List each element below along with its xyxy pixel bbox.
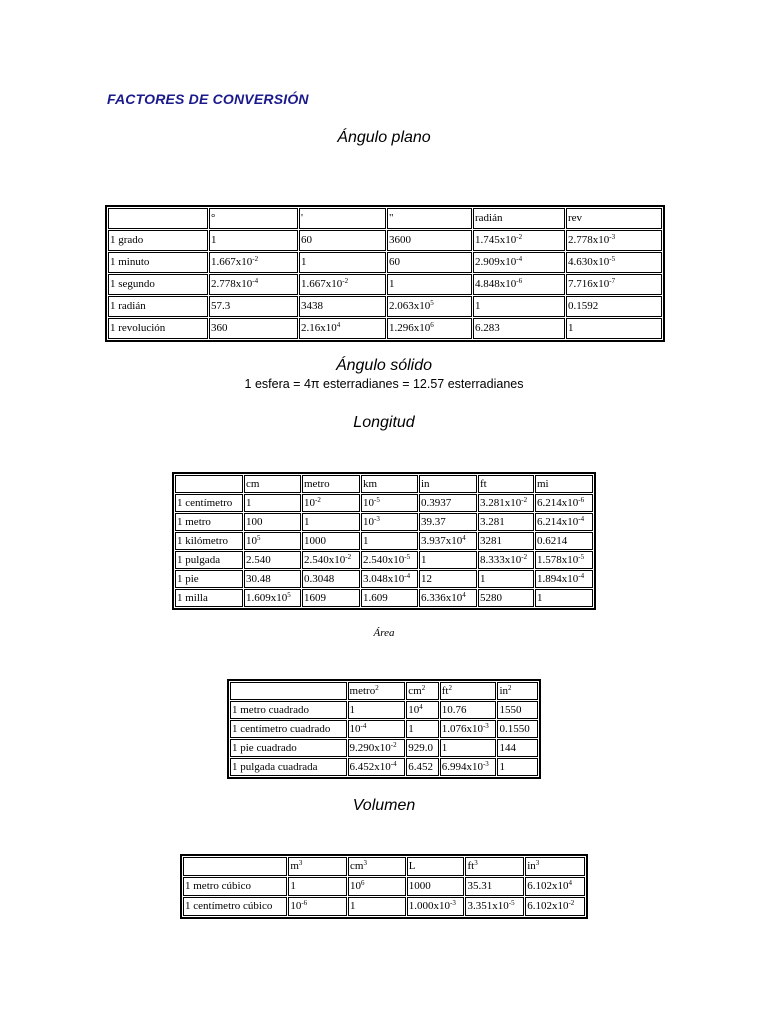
table-cell: 3.281 xyxy=(478,513,534,531)
table-cell: 100 xyxy=(244,513,301,531)
table-header-row xyxy=(183,857,585,876)
table-cell xyxy=(535,494,593,512)
table-row xyxy=(175,532,593,550)
cell-base: 3.937x10 xyxy=(421,535,463,547)
table-cell xyxy=(361,494,418,512)
cell-base: 2.909x10 xyxy=(475,256,517,268)
cell-exponent: -3 xyxy=(482,760,489,768)
cell-exponent: -2 xyxy=(521,553,528,561)
table-cell xyxy=(566,252,662,273)
table-cell xyxy=(302,494,360,512)
row-label: 1 metro cuadrado xyxy=(230,701,347,719)
table-row xyxy=(230,739,538,757)
cell-base: 10 xyxy=(246,535,257,547)
cell-base: 6.102x10 xyxy=(527,880,569,892)
cell-base: 1.609x10 xyxy=(246,592,288,604)
table-cell xyxy=(407,897,465,916)
table-cell xyxy=(209,274,298,295)
cell-base: 3.048x10 xyxy=(363,573,405,585)
table-cell xyxy=(473,252,565,273)
cell-exponent: -4 xyxy=(578,515,585,523)
table-cell xyxy=(244,532,301,550)
table-cell xyxy=(244,589,301,607)
table-cell xyxy=(387,296,472,317)
cell-exponent: -6 xyxy=(578,496,585,504)
cell-exponent: 2 xyxy=(448,684,452,692)
table-row xyxy=(108,318,662,339)
table-cell xyxy=(566,230,662,251)
table-cell: 6.452 xyxy=(406,758,438,776)
column-header: metro xyxy=(302,475,360,493)
cell-base: 2.540x10 xyxy=(363,554,405,566)
cell-exponent: 5 xyxy=(257,534,261,542)
table-cell xyxy=(440,720,497,738)
cell-base: 2.778x10 xyxy=(568,234,610,246)
cell-exponent: 2 xyxy=(375,684,379,692)
table-cell: 39.37 xyxy=(419,513,477,531)
table-cell xyxy=(535,551,593,569)
cell-exponent: 5 xyxy=(287,591,291,599)
row-label: 1 centímetro xyxy=(175,494,243,512)
section-title-angulo-plano: Ángulo plano xyxy=(337,129,431,146)
column-header: " xyxy=(387,208,472,229)
table-row xyxy=(175,589,593,607)
table-cell: 3438 xyxy=(299,296,386,317)
cell-exponent: 3 xyxy=(474,859,478,867)
cell-base: 1.000x10 xyxy=(408,900,451,912)
row-label: 1 pie cuadrado xyxy=(230,739,347,757)
cell-base: 10 xyxy=(363,516,374,528)
row-label: 1 centímetro cuadrado xyxy=(230,720,347,738)
cell-base: 1.667x10 xyxy=(211,256,253,268)
table-cell xyxy=(299,318,386,339)
table-cell: 0.1550 xyxy=(497,720,538,738)
cell-base: 6.994x10 xyxy=(441,761,483,773)
row-label: 1 pulgada cuadrada xyxy=(230,758,347,776)
table-row xyxy=(175,570,593,588)
table-row xyxy=(230,758,538,776)
row-label: 1 minuto xyxy=(108,252,208,273)
cell-base: 7.716x10 xyxy=(568,278,610,290)
cell-exponent: 4 xyxy=(336,321,341,329)
cell-base: 1.745x10 xyxy=(475,234,517,246)
cell-base: 9.290x10 xyxy=(349,742,391,754)
table-cell xyxy=(302,551,360,569)
cell-exponent: 4 xyxy=(462,534,466,542)
cell-exponent: -2 xyxy=(568,899,575,907)
table-cell: 35.31 xyxy=(465,877,524,896)
cell-base: 8.333x10 xyxy=(480,554,522,566)
volumen-table xyxy=(180,854,588,919)
column-header: km xyxy=(361,475,418,493)
table-cell: 5280 xyxy=(478,589,534,607)
cell-base: 6.336x10 xyxy=(421,592,463,604)
cell-exponent: -2 xyxy=(345,553,352,561)
cell-base: metro xyxy=(349,685,376,697)
cell-base: 10 xyxy=(350,880,362,892)
row-label: 1 metro cúbico xyxy=(183,877,287,896)
row-label: 1 radián xyxy=(108,296,208,317)
cell-exponent: -4 xyxy=(578,572,585,580)
table-cell: 1 xyxy=(244,494,301,512)
table-cell xyxy=(525,897,585,916)
cell-exponent: -5 xyxy=(578,553,585,561)
table-cell xyxy=(419,532,477,550)
table-cell xyxy=(535,513,593,531)
cell-base: in xyxy=(527,860,536,872)
cell-base: 1.296x10 xyxy=(389,322,431,334)
cell-base: 10 xyxy=(290,900,302,912)
table-cell: 57.3 xyxy=(209,296,298,317)
cell-base: 1.076x10 xyxy=(441,723,483,735)
cell-exponent: -2 xyxy=(342,277,349,285)
column-header xyxy=(348,682,406,700)
cell-base: 10 xyxy=(363,497,374,509)
section-title-area: Área xyxy=(373,627,395,639)
cell-exponent: 3 xyxy=(535,859,540,867)
table-row xyxy=(108,274,662,295)
table-cell xyxy=(348,758,406,776)
table-cell: 30.48 xyxy=(244,570,301,588)
table-cell xyxy=(361,551,418,569)
cell-base: 2.778x10 xyxy=(211,278,253,290)
cell-exponent: 2 xyxy=(508,684,512,692)
table-cell: 1 xyxy=(535,589,593,607)
cell-exponent: -6 xyxy=(516,277,523,285)
column-header: ft xyxy=(478,475,534,493)
table-cell xyxy=(566,274,662,295)
column-header xyxy=(230,682,347,700)
table-row xyxy=(175,513,593,531)
column-header xyxy=(406,682,438,700)
cell-exponent: -5 xyxy=(609,255,616,263)
table-cell xyxy=(406,701,438,719)
cell-exponent: 5 xyxy=(430,299,434,307)
area-table xyxy=(227,679,541,779)
angulo-plano-table xyxy=(105,205,665,342)
column-header: cm xyxy=(244,475,301,493)
cell-exponent: 6 xyxy=(361,879,365,887)
column-header: ° xyxy=(209,208,298,229)
column-header: mi xyxy=(535,475,593,493)
cell-base: 6.214x10 xyxy=(537,497,579,509)
cell-base: 2.16x10 xyxy=(301,322,337,334)
table-cell: 1 xyxy=(440,739,497,757)
cell-exponent: -2 xyxy=(516,233,523,241)
column-header xyxy=(288,857,347,876)
row-label: 1 grado xyxy=(108,230,208,251)
table-cell: 0.3937 xyxy=(419,494,477,512)
cell-base: 6.102x10 xyxy=(527,900,569,912)
table-cell xyxy=(440,758,497,776)
page-title: FACTORES DE CONVERSIÓN xyxy=(107,91,309,107)
column-header xyxy=(497,682,538,700)
cell-exponent: -4 xyxy=(360,722,367,730)
cell-base: 6.214x10 xyxy=(537,516,579,528)
table-cell: 1 xyxy=(348,701,406,719)
cell-base: 3.351x10 xyxy=(467,900,509,912)
table-cell xyxy=(288,897,347,916)
table-cell: 1000 xyxy=(407,877,465,896)
table-cell: 1609 xyxy=(302,589,360,607)
table-row xyxy=(183,897,585,916)
row-label: 1 milla xyxy=(175,589,243,607)
table-cell: 1 xyxy=(387,274,472,295)
row-label: 1 centímetro cúbico xyxy=(183,897,287,916)
cell-exponent: 6 xyxy=(430,321,434,329)
cell-base: 1.578x10 xyxy=(537,554,579,566)
cell-base: 6.452x10 xyxy=(349,761,391,773)
cell-exponent: -2 xyxy=(252,255,259,263)
table-cell: 3281 xyxy=(478,532,534,550)
table-cell: 60 xyxy=(387,252,472,273)
cell-exponent: -3 xyxy=(609,233,616,241)
table-cell xyxy=(348,720,406,738)
table-cell xyxy=(535,570,593,588)
section-title-volumen: Volumen xyxy=(352,797,416,814)
cell-exponent: -5 xyxy=(404,553,411,561)
table-cell: 1 xyxy=(566,318,662,339)
cell-exponent: -2 xyxy=(390,741,397,749)
table-cell: 144 xyxy=(497,739,538,757)
column-header: L xyxy=(407,857,465,876)
table-cell xyxy=(478,551,534,569)
row-label: 1 pulgada xyxy=(175,551,243,569)
table-cell xyxy=(525,877,585,896)
table-cell: 10.76 xyxy=(440,701,497,719)
angulo-solido-note: 1 esfera = 4π esterradianes = 12.57 esterradianes xyxy=(244,377,524,391)
table-cell: 929.0 xyxy=(406,739,438,757)
table-cell xyxy=(299,274,386,295)
column-header xyxy=(525,857,585,876)
column-header xyxy=(465,857,524,876)
table-cell: 0.3048 xyxy=(302,570,360,588)
cell-exponent: -5 xyxy=(508,899,515,907)
table-cell xyxy=(348,877,406,896)
cell-exponent: -3 xyxy=(482,722,489,730)
longitud-table xyxy=(172,472,596,610)
table-cell: 1 xyxy=(406,720,438,738)
cell-base: cm xyxy=(350,860,364,872)
section-title-longitud: Longitud xyxy=(353,414,415,431)
table-cell: 1 xyxy=(478,570,534,588)
row-label: 1 pie xyxy=(175,570,243,588)
table-cell: 12 xyxy=(419,570,477,588)
table-cell: 0.1592 xyxy=(566,296,662,317)
cell-base: 1.667x10 xyxy=(301,278,343,290)
cell-base: 10 xyxy=(349,723,361,735)
cell-exponent: -3 xyxy=(450,899,456,907)
cell-exponent: 3 xyxy=(363,859,367,867)
cell-base: 2.063x10 xyxy=(389,300,431,312)
table-cell xyxy=(348,739,406,757)
cell-exponent: -4 xyxy=(516,255,523,263)
cell-base: 10 xyxy=(304,497,315,509)
cell-exponent: 4 xyxy=(568,879,572,887)
cell-exponent: -6 xyxy=(301,899,308,907)
table-header-row xyxy=(175,475,593,493)
table-cell: 1 xyxy=(473,296,565,317)
table-cell xyxy=(473,230,565,251)
table-row xyxy=(108,230,662,251)
cell-base: m xyxy=(290,860,299,872)
table-cell: 1 xyxy=(302,513,360,531)
cell-exponent: -2 xyxy=(521,496,528,504)
table-cell: 0.6214 xyxy=(535,532,593,550)
table-cell: 1 xyxy=(209,230,298,251)
row-label: 1 segundo xyxy=(108,274,208,295)
cell-base: 4.848x10 xyxy=(475,278,517,290)
cell-base: in xyxy=(499,685,508,697)
table-cell xyxy=(209,252,298,273)
table-cell: 1550 xyxy=(497,701,538,719)
table-row xyxy=(230,720,538,738)
table-header-row xyxy=(108,208,662,229)
table-row xyxy=(230,701,538,719)
section-title-angulo-solido: Ángulo sólido xyxy=(335,357,433,374)
column-header xyxy=(348,857,406,876)
table-cell xyxy=(419,589,477,607)
row-label: 1 revolución xyxy=(108,318,208,339)
table-cell xyxy=(361,570,418,588)
table-cell xyxy=(473,274,565,295)
table-cell: 1 xyxy=(348,897,406,916)
column-header: rev xyxy=(566,208,662,229)
table-cell: 2.540 xyxy=(244,551,301,569)
cell-exponent: -7 xyxy=(609,277,616,285)
cell-base: 3.281x10 xyxy=(480,497,522,509)
column-header xyxy=(175,475,243,493)
cell-base: ft xyxy=(467,860,475,872)
table-cell xyxy=(478,494,534,512)
column-header xyxy=(108,208,208,229)
cell-exponent: 4 xyxy=(462,591,466,599)
table-row xyxy=(108,296,662,317)
table-cell: 1 xyxy=(288,877,347,896)
table-cell xyxy=(361,513,418,531)
table-row xyxy=(175,494,593,512)
cell-exponent: -4 xyxy=(390,760,397,768)
cell-base: 10 xyxy=(408,704,420,716)
table-cell xyxy=(465,897,524,916)
cell-exponent: 4 xyxy=(419,703,423,711)
cell-base: 4.630x10 xyxy=(568,256,610,268)
row-label: 1 kilómetro xyxy=(175,532,243,550)
cell-exponent: -4 xyxy=(252,277,259,285)
column-header xyxy=(440,682,497,700)
column-header: ' xyxy=(299,208,386,229)
cell-base: 2.540x10 xyxy=(304,554,346,566)
row-label: 1 metro xyxy=(175,513,243,531)
cell-exponent: -4 xyxy=(404,572,411,580)
table-row xyxy=(175,551,593,569)
cell-exponent: -5 xyxy=(374,496,380,504)
table-cell: 1.609 xyxy=(361,589,418,607)
cell-base: ft xyxy=(441,685,449,697)
cell-base: 1.894x10 xyxy=(537,573,579,585)
cell-exponent: -3 xyxy=(374,515,380,523)
table-cell: 6.283 xyxy=(473,318,565,339)
table-cell: 1 xyxy=(497,758,538,776)
table-header-row xyxy=(230,682,538,700)
cell-exponent: -2 xyxy=(315,496,321,504)
table-cell: 60 xyxy=(299,230,386,251)
table-cell: 3600 xyxy=(387,230,472,251)
column-header xyxy=(183,857,287,876)
table-cell: 1 xyxy=(299,252,386,273)
table-cell: 1000 xyxy=(302,532,360,550)
table-row xyxy=(108,252,662,273)
cell-base: cm xyxy=(408,685,422,697)
table-row xyxy=(183,877,585,896)
column-header: in xyxy=(419,475,477,493)
table-cell: 1 xyxy=(419,551,477,569)
column-header: radián xyxy=(473,208,565,229)
cell-exponent: 3 xyxy=(298,859,303,867)
table-cell: 1 xyxy=(361,532,418,550)
table-cell xyxy=(387,318,472,339)
cell-exponent: 2 xyxy=(421,684,426,692)
table-cell: 360 xyxy=(209,318,298,339)
